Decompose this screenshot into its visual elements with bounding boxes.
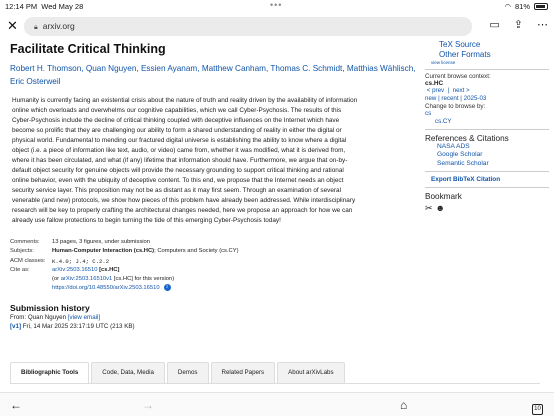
text-size-icon[interactable]: ▭: [489, 19, 500, 31]
cite-link[interactable]: arXiv:2503.16510: [52, 266, 98, 273]
metadata-table: Comments: 13 pages, 3 figures, under submission Subjects: Human-Computer Interaction (cs.HC); Computers and Society (cs.CY) ACM classes: K.4.0; J.4; C.2.2 Cite as: arXiv:2503.16510 [cs.HC] (or arXiv:2503.16510v1 [cs.HC] for this version) https://doi.org/10.48550/arXiv.2503.16510 i: [10, 239, 239, 292]
share-icon[interactable]: ⇪: [513, 19, 523, 31]
references-heading: References & Citations: [425, 134, 509, 143]
subjects-label: Subjects:: [10, 248, 34, 255]
acm-label: ACM classes:: [10, 257, 46, 264]
browser-toolbar: [0, 392, 554, 416]
author-link[interactable]: Robert H. Thomson: [10, 64, 82, 73]
divider: [425, 129, 549, 130]
bookmark-heading: Bookmark: [425, 192, 462, 202]
tab-code-data-media[interactable]: Code, Data, Media: [91, 362, 165, 383]
secondary-subjects: ; Computers and Society (cs.CY): [154, 248, 239, 255]
back-arrow-icon[interactable]: ←: [10, 398, 22, 412]
divider: [425, 69, 549, 70]
browse-cs-link[interactable]: cs: [425, 110, 432, 117]
status-time: 12:14 PM Wed May 28: [5, 2, 84, 11]
license-link[interactable]: view license: [431, 60, 456, 65]
author-list: Robert H. Thomson, Quan Nguyen, Essien Ayanam, Matthew Canham, Thomas C. Schmidt, Matthias Wählisch, Eric Osterweil: [10, 64, 416, 86]
author-link[interactable]: Essien Ayanam: [140, 64, 198, 73]
author-link[interactable]: Thomas C. Schmidt: [270, 64, 343, 73]
change-browse-label: Change to browse by:: [425, 103, 486, 110]
sidebar: [425, 40, 549, 214]
google-scholar-link[interactable]: Google Scholar: [437, 151, 483, 159]
nasa-ads-link[interactable]: NASA ADS: [437, 143, 470, 150]
address-field[interactable]: [24, 17, 472, 36]
submission-history-heading: Submission history: [10, 302, 90, 313]
bibsonomy-icon[interactable]: ✂︎: [425, 203, 433, 214]
tab-about-arxivlabs[interactable]: About arXivLabs: [277, 362, 344, 383]
info-icon[interactable]: i: [164, 284, 171, 291]
lock-icon: 🔒︎: [34, 24, 38, 31]
author-link[interactable]: Quan Nguyen: [85, 64, 137, 73]
close-icon[interactable]: ✕: [7, 18, 18, 33]
doi-link[interactable]: https://doi.org/10.48550/arXiv.2503.16510: [52, 285, 160, 292]
forward-arrow-icon[interactable]: →: [142, 398, 154, 412]
labs-tabs: [10, 362, 540, 384]
tab-demos[interactable]: Demos: [167, 362, 209, 383]
other-formats-link[interactable]: Other Formats: [439, 50, 491, 59]
tab-bibliographic-tools[interactable]: Bibliographic Tools: [10, 362, 89, 383]
divider: [425, 187, 549, 188]
status-bar: [0, 0, 554, 14]
acm-value: K.4.0; J.4; C.2.2: [52, 257, 110, 265]
abstract: Humanity is currently facing an existential crisis about the nature of truth and reality driven by the availability of information online which overloads and overwhelms our cognitive capabilities, which we call Cyber-Psychosis. The results of this Cyber-Psychosis include the decline of critical thinking coupled with deceptive influences on the Internet which have become so prolific that they are challenging our ability to form a shared understanding of reality in either the digital or physical world. Fundamental to mending our fractured digital universe is establishing the ability to know where a digital object (i.e. a piece of information like text, audio, or video) came from, whether it was modified, what it is derived from, where it has been circulated, and what (if any) lifetime that information should have. Furthermore, we argue that on-by- default object security for genuine objects will provide the necessary grounding to support critical thinking and rational online behavior, even with the ubiquity of deceptive content. To this end, we propose that the Internet needs an object security service layer. This proposition may not be as distant as it may first seem. Through an examination of several venerable (and new) protocols, we show how pieces of this problem have already been addressed. While interdisciplinary research will be key to properly crafting the architectural changes needed, here we propose an approach for how we can already use fallow protections to begin turning the tide of this emerging Cyber-Psychosis today!: [12, 97, 358, 224]
prev-next-nav: < prev | next >: [426, 87, 470, 94]
next-link[interactable]: next >: [452, 87, 470, 94]
author-link[interactable]: Eric Osterweil: [10, 77, 61, 86]
primary-subject: Human-Computer Interaction (cs.HC): [52, 248, 155, 255]
author-link[interactable]: Matthew Canham: [201, 64, 266, 73]
submission-version: [v1] Fri, 14 Mar 2025 23:17:19 UTC (213 KB): [10, 322, 135, 330]
paper-main: [10, 42, 420, 331]
browse-cscy-link[interactable]: cs.CY: [435, 118, 452, 125]
new-recent-links[interactable]: new | recent | 2025-03: [425, 95, 487, 102]
divider: [425, 171, 549, 172]
wifi-icon: ◠: [504, 2, 511, 11]
battery-percent: 81%: [514, 2, 530, 11]
multitask-dots-icon[interactable]: •••: [270, 0, 283, 10]
url-host: arxiv.org: [42, 21, 75, 31]
browser-url-bar: [0, 14, 554, 40]
cite-category: [cs.HC]: [99, 266, 120, 273]
submission-from: From: Quan Nguyen [view email]: [10, 313, 101, 321]
tab-related-papers[interactable]: Related Papers: [211, 362, 276, 383]
cite-label: Cite as:: [10, 266, 30, 273]
export-bibtex-link[interactable]: Export BibTeX Citation: [431, 176, 501, 184]
reddit-icon[interactable]: ☻: [435, 203, 446, 214]
tab-count-icon[interactable]: 10: [532, 404, 543, 415]
comments-label: Comments:: [10, 239, 40, 245]
tex-source-link[interactable]: TeX Source: [439, 40, 481, 49]
comments-value: 13 pages, 3 figures, under submission: [52, 239, 150, 245]
paper-title: Facilitate Critical Thinking: [10, 42, 166, 56]
more-icon[interactable]: ⋯: [537, 19, 548, 31]
browse-context: cs.HC: [425, 80, 444, 87]
browse-context-label: Current browse context:: [425, 73, 491, 80]
prev-link[interactable]: < prev: [426, 87, 445, 94]
cite-version-link[interactable]: arXiv:2503.16510v1: [60, 276, 113, 283]
battery-icon: [534, 3, 548, 10]
semantic-scholar-link[interactable]: Semantic Scholar: [437, 159, 489, 167]
author-link[interactable]: Matthias Wählisch: [346, 64, 414, 73]
version-link[interactable]: [v1]: [10, 322, 22, 330]
home-icon[interactable]: ⌂: [400, 398, 408, 412]
view-email-link[interactable]: [view email]: [67, 313, 101, 321]
